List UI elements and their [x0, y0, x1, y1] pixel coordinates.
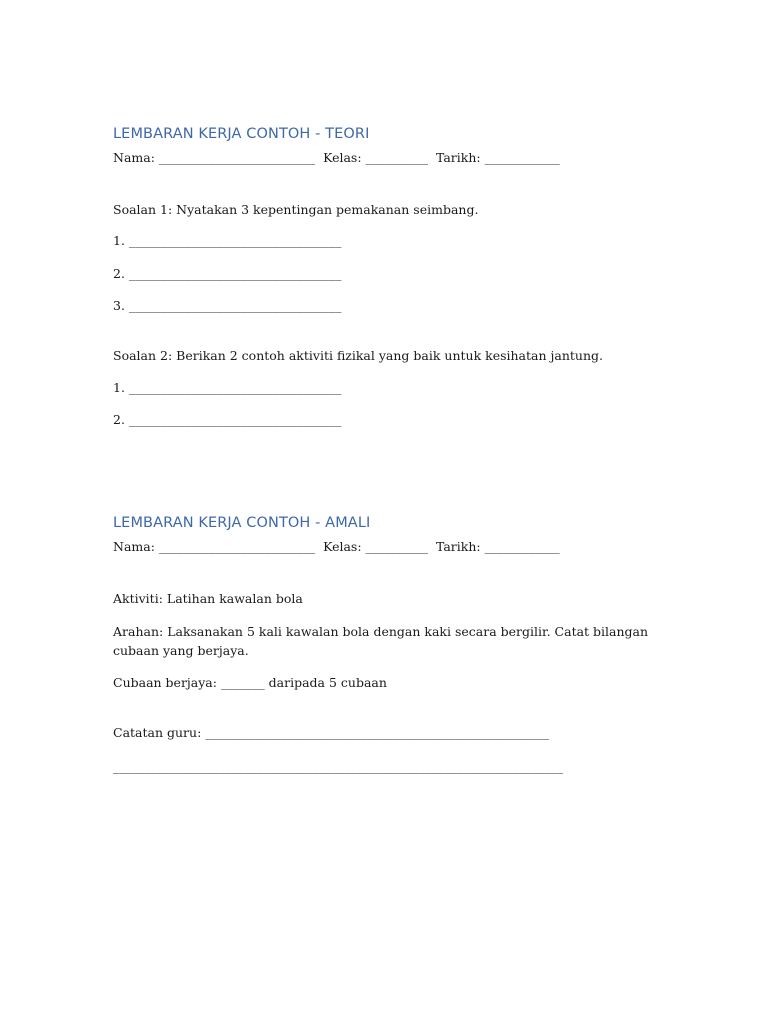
teori-title: LEMBARAN KERJA CONTOH - TEORI	[113, 126, 370, 142]
question-2-answer-1: 1. __________________________________	[113, 380, 342, 395]
instruction-text: Arahan: Laksanakan 5 kali kawalan bola dengan kaki secara bergilir. Catat bilangan cubaan yang berjaya.	[113, 624, 649, 658]
activity-text: Aktiviti: Latihan kawalan bola	[113, 591, 303, 606]
teori-student-info: Nama: _________________________ Kelas: __________ Tarikh: ____________	[113, 150, 560, 165]
result-text: Cubaan berjaya: _______ daripada 5 cubaan	[113, 675, 387, 690]
question-2-answer-2: 2. __________________________________	[113, 412, 342, 427]
teacher-note-extra-line: ________________________________________________________________________	[113, 759, 563, 774]
amali-title: LEMBARAN KERJA CONTOH - AMALI	[113, 515, 371, 531]
amali-student-info: Nama: _________________________ Kelas: __________ Tarikh: ____________	[113, 539, 560, 554]
question-1-answer-1: 1. __________________________________	[113, 233, 342, 248]
question-1-answer-3: 3. __________________________________	[113, 298, 342, 313]
question-1: Soalan 1: Nyatakan 3 kepentingan pemakanan seimbang.	[113, 202, 479, 217]
question-1-answer-2: 2. __________________________________	[113, 266, 342, 281]
question-2: Soalan 2: Berikan 2 contoh aktiviti fizikal yang baik untuk kesihatan jantung.	[113, 348, 603, 363]
teacher-note: Catatan guru: _______________________________________________________	[113, 725, 550, 740]
